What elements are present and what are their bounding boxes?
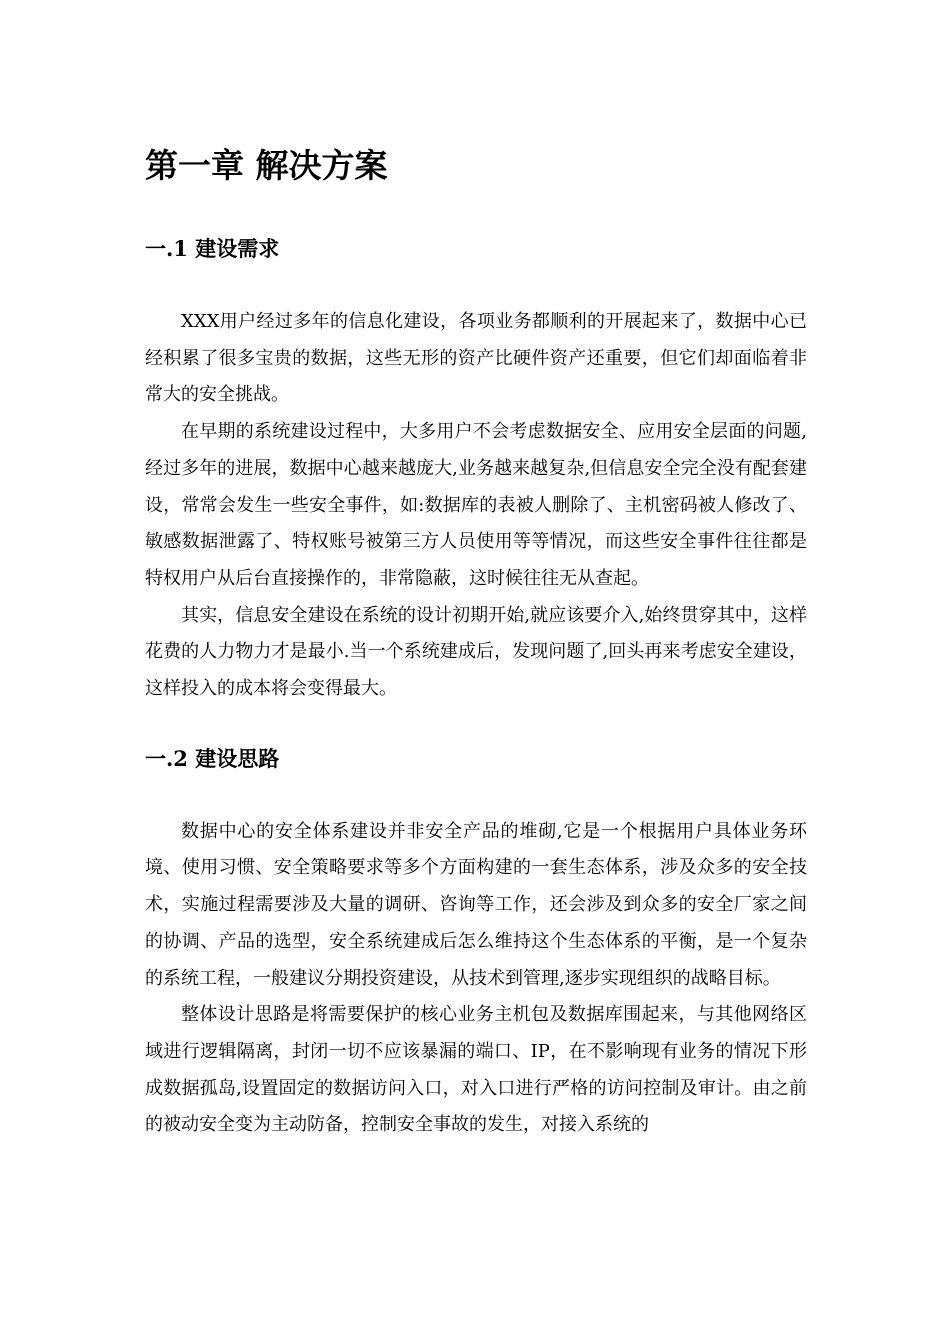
section-heading-approach: 一.2 建设思路 bbox=[145, 745, 280, 771]
paragraph: 在早期的系统建设过程中，大多用户不会考虑数据安全、应用安全层面的问题,经过多年的进展，数据中心越来越庞大,业务越来越复杂,但信息安全完全没有配套建设，常常会发生一些安全事件，如:数据库的表被人删除了、主机密码被人修改了、敏感数据泄露了、特权账号被第三方人员使用等等情况，而这些安全事件往往都是特权用户从后台直接操作的，非常隐蔽，这时候往往无从查起。 bbox=[145, 421, 807, 589]
chapter-title: 第一章 解决方案 bbox=[145, 146, 388, 185]
paragraph: 整体设计思路是将需要保护的核心业务主机包及数据库围起来，与其他网络区域进行逻辑隔离，封闭一切不应该暴漏的端口、IP，在不影响现有业务的情况下形成数据孤岛,设置固定的数据访问入口，对入口进行严格的访问控制及审计。由之前的被动安全变为主动防备，控制安全事故的发生，对接入系统的 bbox=[145, 1004, 807, 1136]
paragraph: 其实，信息安全建设在系统的设计初期开始,就应该要介入,始终贯穿其中，这样花费的人力物力才是最小.当一个系统建成后，发现问题了,回头再来考虑安全建设，这样投入的成本将会变得最大。 bbox=[145, 604, 807, 700]
paragraph: XXX用户经过多年的信息化建设，各项业务都顺利的开展起来了，数据中心已经积累了很多宝贵的数据，这些无形的资产比硬件资产还重要，但它们却面临着非常大的安全挑战。 bbox=[145, 311, 807, 406]
document-body bbox=[145, 142, 807, 1144]
paragraph: 数据中心的安全体系建设并非安全产品的堆砌,它是一个根据用户具体业务环境、使用习惯、安全策略要求等多个方面构建的一套生态体系，涉及众多的安全技术，实施过程需要涉及大量的调研、咨询等工作，还会涉及到众多的安全厂家之间的协调、产品的选型，安全系统建成后怎么维持这个生态体系的平衡，是一个复杂的系统工程，一般建议分期投资建设，从技术到管理,逐步实现组织的战略目标。 bbox=[145, 820, 807, 989]
section-heading-requirements: 一.1 建设需求 bbox=[145, 236, 280, 261]
